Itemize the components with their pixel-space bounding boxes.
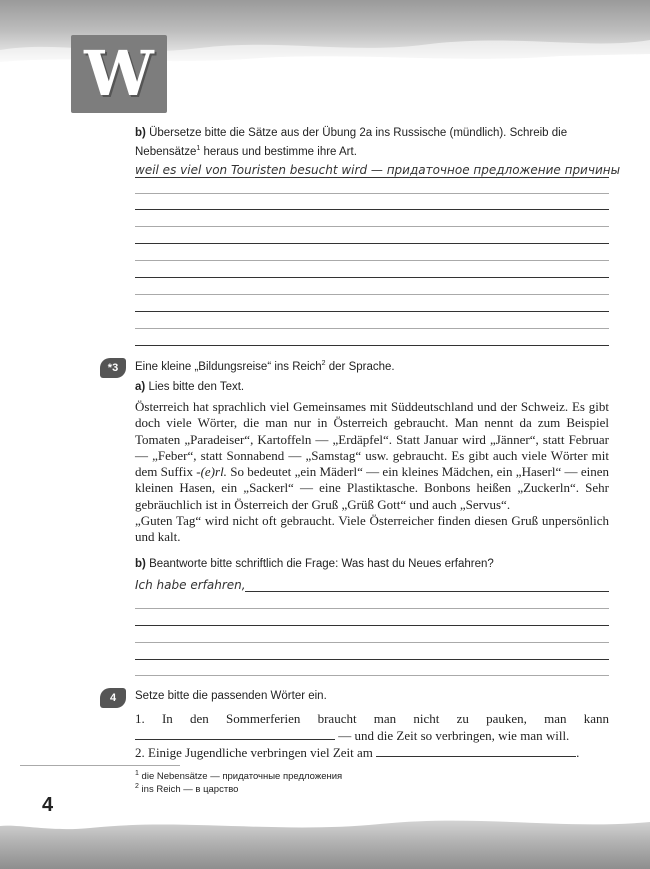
exercise-3-badge: *3 xyxy=(100,358,126,378)
answer-line[interactable] xyxy=(135,243,609,244)
exercise-2b-instruction xyxy=(135,126,609,160)
sentence-2-text: 2. Einige Jugendliche verbringen viel Zeit am xyxy=(135,745,373,760)
answer-line[interactable] xyxy=(135,625,609,626)
answer-line[interactable] xyxy=(135,659,609,660)
answer-line[interactable] xyxy=(135,328,609,329)
sentence-1: 1. In den Sommerferien braucht man nicht zu pauken, man kann xyxy=(135,711,609,726)
footnote-1 xyxy=(135,770,342,782)
exercise-2b-text: Übersetze bitte die Sätze aus der Übung 2a ins Russische (mündlich). Schreib die Nebensätze xyxy=(135,127,568,158)
answer-line[interactable] xyxy=(135,608,609,609)
exercise-4-badge: 4 xyxy=(100,688,126,708)
answer-line[interactable] xyxy=(245,591,609,592)
sentence-1-cont xyxy=(135,728,609,744)
answer-line[interactable] xyxy=(135,177,609,178)
exercise-3-title xyxy=(135,360,395,373)
fill-blank-2[interactable] xyxy=(376,756,576,757)
paragraph-1-cont: So bedeutet „ein Mäderl“ — ein kleines Mädchen, ein „Haserl“ — einen kleinen Hasen, ein „Sackerl“ — eine Plastiktasche. Bonbons heißen „Zuckerln“. Sehr gebräuchlich ist in Österreich der Gruß „Grüß Gott“ und auch „Servus“. xyxy=(135,464,610,512)
torn-edge-decoration xyxy=(0,800,650,869)
footnote-divider xyxy=(20,765,180,766)
page-number: 4 xyxy=(42,794,54,816)
footnote-ref-1: 1 xyxy=(196,145,201,152)
footnote-2 xyxy=(135,783,238,795)
exercise-3b-instruction xyxy=(135,558,494,570)
fill-blank-1[interactable] xyxy=(135,739,335,740)
footnote-ref-2: 2 xyxy=(321,360,326,367)
footer-band xyxy=(0,800,650,869)
suffix-example: -(e)rl. xyxy=(196,464,227,480)
exercise-3b-label: b) xyxy=(135,558,146,570)
footnote-text: die Nebensätze — придаточные предложения xyxy=(141,771,343,783)
exercise-3-title-cont: der Sprache. xyxy=(328,360,395,373)
footnote-text: ins Reich — в царство xyxy=(141,784,239,796)
exercise-3b-answer: Ich habe erfahren, xyxy=(135,578,246,592)
exercise-2b-answer: weil es viel von Touristen besucht wird — придаточное предложение причины xyxy=(135,163,621,177)
answer-line[interactable] xyxy=(135,345,609,346)
sentence-2 xyxy=(135,745,609,761)
exercise-3-title-text: Eine kleine „Bildungsreise“ ins Reich xyxy=(135,360,322,373)
answer-line[interactable] xyxy=(135,226,609,227)
answer-line[interactable] xyxy=(135,277,609,278)
answer-line[interactable] xyxy=(135,311,609,312)
exercise-3a-instruction xyxy=(135,381,244,393)
sentence-1-end: — und die Zeit so verbringen, wie man will. xyxy=(338,728,570,743)
exercise-3a-label: a) xyxy=(135,381,146,393)
footnote-number: 2 xyxy=(135,783,139,790)
section-letter: W xyxy=(84,37,154,110)
answer-line[interactable] xyxy=(135,675,609,676)
exercise-3b-text: Beantworte bitte schriftlich die Frage: Was hast du Neues erfahren? xyxy=(149,558,494,570)
exercise-4-title: Setze bitte die passenden Wörter ein. xyxy=(135,690,327,702)
reading-text xyxy=(135,399,609,546)
exercise-2b-label: b) xyxy=(135,127,146,139)
sentence-2-end: . xyxy=(576,745,580,760)
reading-paragraph-2: „Guten Tag“ wird nicht oft gebraucht. Viele Österreicher finden diesen Gruß unpersönlich und kalt. xyxy=(135,513,609,545)
answer-line[interactable] xyxy=(135,260,609,261)
answer-line[interactable] xyxy=(135,642,609,643)
exercise-2b-text-cont: heraus und bestimme ihre Art. xyxy=(203,145,357,158)
reading-paragraph-1 xyxy=(135,399,609,513)
footnote-number: 1 xyxy=(135,770,139,777)
answer-line[interactable] xyxy=(135,193,609,194)
paragraph-1-text: Österreich hat sprachlich viel Gemeinsames mit Süddeutschland und der Schweiz. Es gibt doch viele Wörter, die man nur in Österreich gebraucht. Man nennt da zum Beispiel Tomaten „Paradeiser“, Kartoffeln — „Erdäpfel“. Statt Januar wird „Jänner“, statt Februar — „Feber“, statt Sonnabend — „Samstag“ usw. gebraucht. Es gibt auch viele Wörter mit dem Suffix xyxy=(135,399,609,480)
answer-line[interactable] xyxy=(135,294,609,295)
exercise-3a-text: Lies bitte den Text. xyxy=(148,381,245,393)
answer-line[interactable] xyxy=(135,209,609,210)
section-logo xyxy=(71,35,167,113)
